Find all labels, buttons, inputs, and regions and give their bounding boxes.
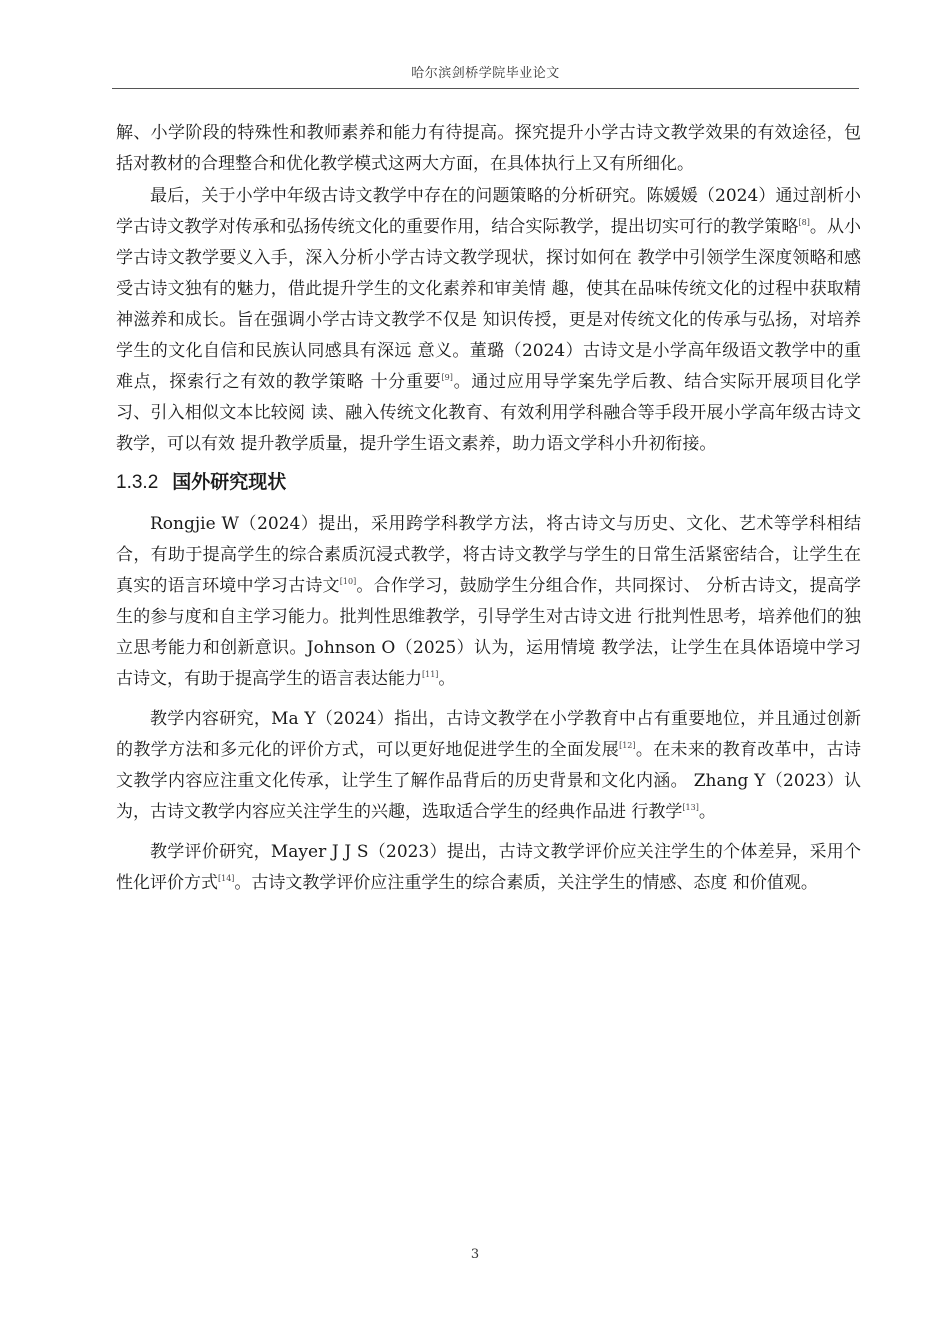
page-number: 3 (470, 1247, 480, 1262)
paragraph-teaching-evaluation: 教学评价研究，Mayer J J S（2023）提出，古诗文教学评价应关注学生的个体差异，采用个性化评价方式[14]。古诗文教学评价应注重学生的综合素质，关注学生的情感、态度 和价值观。 (116, 842, 861, 893)
citation-8: [8] (798, 218, 810, 227)
section-heading (116, 467, 861, 498)
citation-10: [10] (339, 577, 357, 586)
citation-9: [9] (441, 373, 453, 382)
paragraph-continuation: 解、小学阶段的特殊性和教师素养和能力有待提高。探究提升小学古诗文教学效果的有效途径，包括对教材的合理整合和优化教学模式这两大方面，在具体执行上又有所细化。 (116, 123, 861, 174)
section-title: 国外研究现状 (172, 471, 287, 493)
citation-12: [12] (619, 741, 636, 750)
paragraph-chinese-review: 最后，关于小学中年级古诗文教学中存在的问题策略的分析研究。陈媛媛（2024）通过剖析小学古诗文教学对传承和弘扬传统文化的重要作用，结合实际教学，提出切实可行的教学策略[8]。从小学古诗文教学要义入手，深入分析小学古诗文教学现状，探讨如何在 教学中引领学生深度领略和感受古诗文独有的魅力，借此提升学生的文化素养和审美情 趣，使其在品味传统文化的过程中获取精神滋养和成长。旨在强调小学古诗文教学不仅是 知识传授，更是对传统文化的传承与弘扬，对培养学生的文化自信和民族认同感具有深远 意义。董璐（2024）古诗文是小学高年级语文教学中的重难点，探索行之有效的教学策略 十分重要[9]。通过应用导学案先学后教、结合实际开展项目化学习、引入相似文本比较阅 读、融入传统文化教育、有效利用学科融合等手段开展小学高年级古诗文教学，可以有效 提升教学质量，提升学生语文素养，助力语文学科小升初衔接。 (116, 186, 862, 454)
citation-13: [13] (682, 803, 699, 812)
running-header: 哈尔滨剑桥学院毕业论文 (411, 66, 560, 81)
paragraph-foreign-methods: Rongjie W（2024）提出，采用跨学科教学方法，将古诗文与历史、文化、艺术等学科相结合，有助于提高学生的综合素质沉浸式教学，将古诗文教学与学生的日常生活紧密结合，让学生在真实的语言环境中学习古诗文[10]。合作学习，鼓励学生分组合作，共同探讨、 分析古诗文，提高学生的参与度和自主学习能力。批判性思维教学，引导学生对古诗文进 行批判性思考，培养他们的独立思考能力和创新意识。Johnson O（2025）认为，运用情境 教学法，让学生在具体语境中学习古诗文，有助于提高学生的语言表达能力[11]。 (116, 514, 862, 689)
paragraph-teaching-content: 教学内容研究，Ma Y（2024）指出，古诗文教学在小学教育中占有重要地位，并且通过创新的教学方法和多元化的评价方式，可以更好地促进学生的全面发展[12]。在未来的教育改革中，古诗文教学内容应注重文化传承，让学生了解作品背后的历史背景和文化内涵。 Zhang Y（2023）认为，古诗文教学内容应关注学生的兴趣，选取适合学生的经典作品进 行教学[13]。 (116, 709, 862, 822)
header-divider (112, 88, 859, 89)
citation-14: [14] (218, 874, 235, 883)
section-number: 1.3.2 (116, 472, 159, 493)
document-body (116, 118, 861, 900)
citation-11: [11] (422, 670, 439, 679)
